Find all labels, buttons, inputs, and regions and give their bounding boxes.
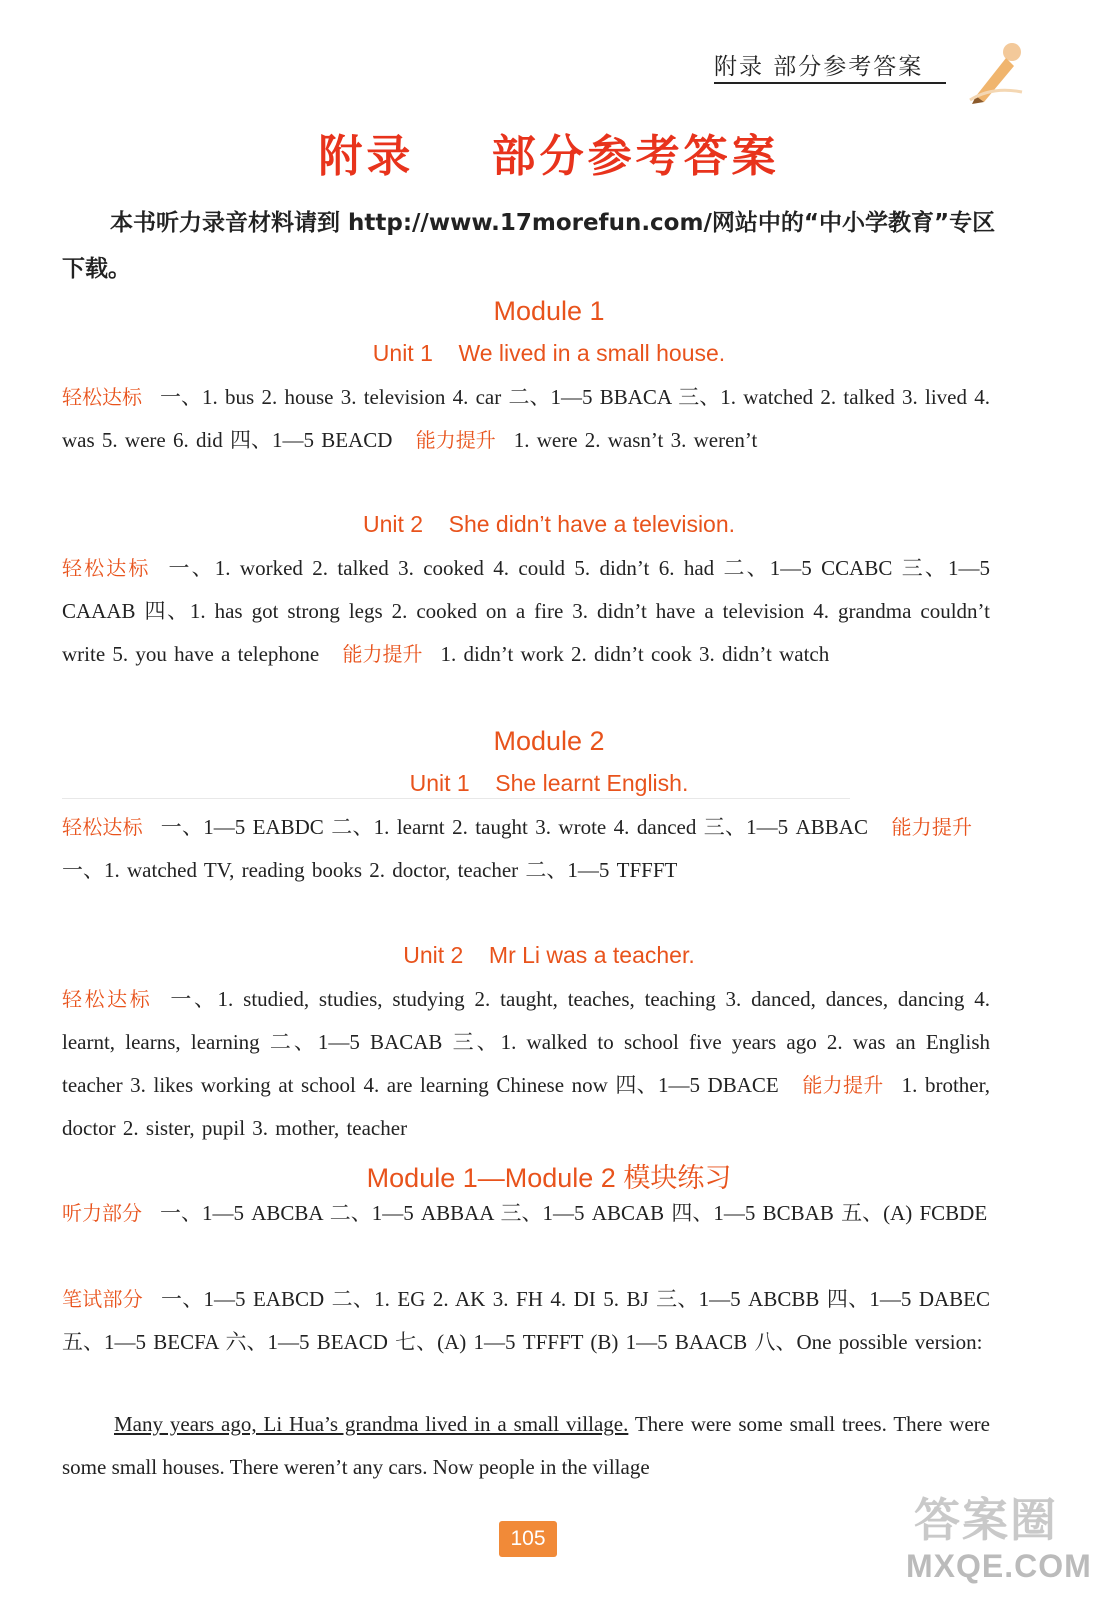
module-1-heading: Module 1 [493,296,605,326]
basic-answers: 一、1. bus 2. house 3. television 4. car 二、1—5 BBACA 三、1. watched 2. talked 3. lived 4. was 5. were 6. did 四、1—5 BEACD [62,385,990,452]
basic-label: 轻松达标 [62,815,143,839]
module-1-unit-1-answers [62,376,990,462]
running-header-text: 附录 部分参考答案 [714,54,924,80]
module-1-unit-2-answers [62,547,990,676]
module-2-unit-1-answers [62,806,990,892]
module-2-unit-2-heading: Unit 2 Mr Li was a teacher. [403,942,695,968]
basic-label: 轻松达标 [62,556,151,580]
essay-underlined: Many years ago, Li Hua’s grandma lived in a small village. [114,1412,629,1436]
module-2-unit-1-heading: Unit 1 She learnt English. [409,770,689,796]
listening-text: 一、1—5 ABCBA 二、1—5 ABBAA 三、1—5 ABCAB 四、1—5 BCBAB 五、(A) FCBDE [160,1201,988,1225]
practice-heading: Module 1—Module 2 模块练习 [366,1163,732,1193]
module-2-unit-2-answers [62,978,990,1150]
basic-answers: 一、1. studied, studies, studying 2. taught, teaches, teaching 3. danced, dances, dancing 4. learnt, learns, learning 二、1—5 BACAB 三、1. walked to school five years ago 2. was an English teacher 3. likes working at school 4. are learning Chinese now 四、1—5 DBACE [62,987,990,1097]
basic-answers: 一、1. worked 2. talked 3. cooked 4. could 5. didn’t 6. had 二、1—5 CCABC 三、1—5 CAAAB 四、1. has got strong legs 2. cooked on a fire 3. didn’t have a television 4. grandma couldn’t write 5. you have a telephone [62,556,991,666]
running-header [714,44,946,84]
advanced-answers: 1. were 2. wasn’t 3. weren’t [513,428,758,452]
pencil-icon [962,36,1032,106]
advanced-label: 能力提升 [802,1073,884,1097]
advanced-label: 能力提升 [342,642,423,666]
module-2-heading: Module 2 [493,726,605,756]
page-title: 附录 部分参考答案 [318,131,780,182]
advanced-answers: 一、1. watched TV, reading books 2. doctor, teacher 二、1—5 TFFFT [62,858,678,882]
module-1-unit-2-heading: Unit 2 She didn’t have a television. [362,511,736,537]
advanced-answers: 1. didn’t work 2. didn’t cook 3. didn’t watch [440,642,830,666]
module-1-unit-1-heading: Unit 1 We lived in a small house. [372,340,726,366]
intro-text: 本书听力录音材料请到 http://www.17morefun.com/网站中的“中小学教育”专区下载。 [62,210,996,282]
watermark-logo: 答案圈 [914,1493,1058,1547]
divider [62,798,850,799]
listening-answers [62,1192,990,1235]
essay-paragraph [62,1403,990,1489]
writing-text: 一、1—5 EABCD 二、1. EG 2. AK 3. FH 4. DI 5. BJ 三、1—5 ABCBB 四、1—5 DABEC 五、1—5 BECFA 六、1—5 BEACD 七、(A) 1—5 TFFFT (B) 1—5 BAACB 八、One possible version: [62,1287,990,1354]
writing-label: 笔试部分 [62,1287,143,1311]
advanced-label: 能力提升 [891,815,973,839]
basic-label: 轻松达标 [62,987,153,1011]
basic-label: 轻松达标 [62,385,143,409]
listening-label: 听力部分 [62,1201,142,1225]
essay-rest: There were some small trees. There were some small houses. There weren’t any cars. Now people in the village [62,1412,990,1479]
basic-answers: 一、1—5 EABDC 二、1. learnt 2. taught 3. wrote 4. danced 三、1—5 ABBAC [160,815,868,839]
advanced-answers: 1. brother, doctor 2. sister, pupil 3. mother, teacher [62,1073,991,1140]
writing-answers [62,1278,990,1364]
page-number: 105 [499,1521,557,1557]
advanced-label: 能力提升 [415,428,496,452]
watermark-url: MXQE.COM [906,1548,1092,1584]
